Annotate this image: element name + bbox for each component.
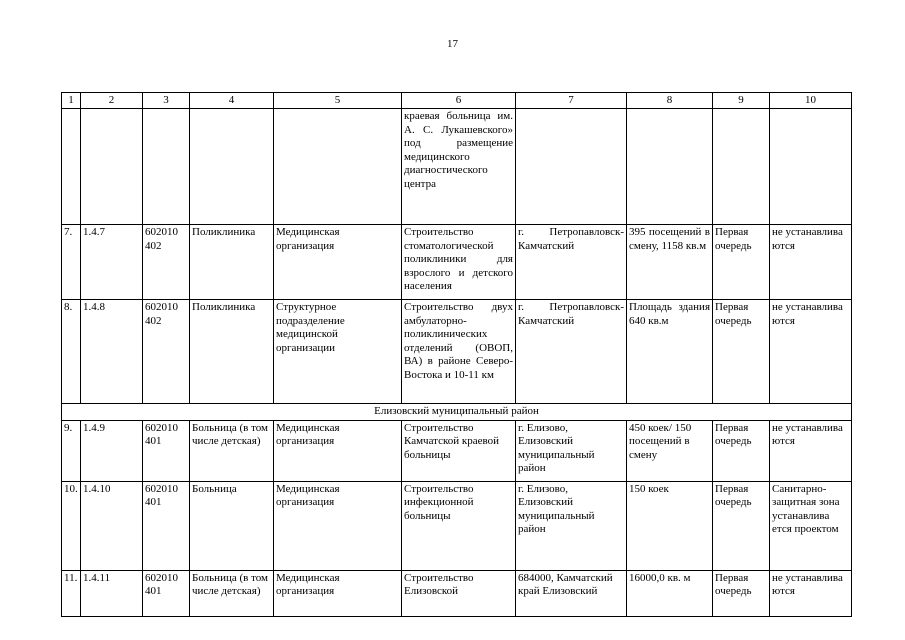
table-row [62, 225, 852, 300]
cell-capacity: 16000,0 кв. м [627, 570, 713, 616]
cell-description: Строительство Елизовской [402, 570, 516, 616]
cell-number: 11. [62, 570, 81, 616]
cell-location: г. Елизово, Елизовский муниципальный район [516, 420, 627, 481]
cell-type: Больница (в том числе детская) [190, 420, 274, 481]
cell-stage: Первая очередь [713, 570, 770, 616]
cell-organization [274, 109, 402, 225]
cell-capacity: Площадь здания 640 кв.м [627, 300, 713, 404]
cell-capacity: 450 коек/ 150 посещений в смену [627, 420, 713, 481]
cell-classifier: 602010 401 [143, 481, 190, 570]
cell-organization: Медицинская организация [274, 481, 402, 570]
cell-code: 1.4.7 [81, 225, 143, 300]
cell-description: Строительство Камчатской краевой больницы [402, 420, 516, 481]
cell-location: г. Елизово, Елизовский муниципальный район [516, 481, 627, 570]
col-header-2: 2 [81, 93, 143, 109]
cell-code: 1.4.8 [81, 300, 143, 404]
planning-table [61, 92, 852, 617]
cell-stage: Первая очередь [713, 481, 770, 570]
cell-capacity [627, 109, 713, 225]
cell-type [190, 109, 274, 225]
cell-stage: Первая очередь [713, 300, 770, 404]
cell-type: Больница [190, 481, 274, 570]
col-header-3: 3 [143, 93, 190, 109]
table-row [62, 420, 852, 481]
col-header-6: 6 [402, 93, 516, 109]
table-row [62, 570, 852, 616]
cell-classifier [143, 109, 190, 225]
page-number: 17 [447, 38, 458, 50]
table-row [62, 300, 852, 404]
col-header-5: 5 [274, 93, 402, 109]
section-row [62, 404, 852, 421]
cell-zone: не устанавлива ются [770, 570, 852, 616]
cell-classifier: 602010 402 [143, 300, 190, 404]
cell-organization: Медицинская организация [274, 420, 402, 481]
cell-capacity: 150 коек [627, 481, 713, 570]
cell-type: Поликлиника [190, 225, 274, 300]
cell-type: Поликлиника [190, 300, 274, 404]
cell-code [81, 109, 143, 225]
section-title: Елизовский муниципальный район [62, 404, 852, 421]
cell-zone: не устанавлива ются [770, 420, 852, 481]
col-header-1: 1 [62, 93, 81, 109]
cell-code: 1.4.9 [81, 420, 143, 481]
col-header-7: 7 [516, 93, 627, 109]
table-row [62, 481, 852, 570]
cell-description: Строительство стоматологической поликлиники для взрослого и детского населения [402, 225, 516, 300]
cell-capacity: 395 посещений в смену, 1158 кв.м [627, 225, 713, 300]
cell-number [62, 109, 81, 225]
cell-location [516, 109, 627, 225]
col-header-9: 9 [713, 93, 770, 109]
cell-description: краевая больница им. А. С. Лукашевского» под размещение медицинского диагностического центра [402, 109, 516, 225]
cell-zone: Санитарно-защитная зона устанавлива ется проектом [770, 481, 852, 570]
cell-classifier: 602010 402 [143, 225, 190, 300]
cell-type: Больница (в том числе детская) [190, 570, 274, 616]
cell-location: г. Петропавловск-Камчатский [516, 300, 627, 404]
cell-stage: Первая очередь [713, 225, 770, 300]
cell-number: 9. [62, 420, 81, 481]
cell-stage [713, 109, 770, 225]
col-header-10: 10 [770, 93, 852, 109]
cell-stage: Первая очередь [713, 420, 770, 481]
cell-number: 10. [62, 481, 81, 570]
col-header-4: 4 [190, 93, 274, 109]
cell-number: 8. [62, 300, 81, 404]
cell-organization: Медицинская организация [274, 225, 402, 300]
cell-number: 7. [62, 225, 81, 300]
cell-code: 1.4.10 [81, 481, 143, 570]
cell-description: Строительство двух амбулаторно-поликлинических отделений (ОВОП, ВА) в районе Северо-Востока и 10-11 км [402, 300, 516, 404]
cell-description: Строительство инфекционной больницы [402, 481, 516, 570]
cell-organization: Структурное подразделение медицинской организации [274, 300, 402, 404]
table-row-continuation [62, 109, 852, 225]
cell-code: 1.4.11 [81, 570, 143, 616]
cell-classifier: 602010 401 [143, 420, 190, 481]
cell-location: 684000, Камчатский край Елизовский [516, 570, 627, 616]
cell-zone: не устанавлива ются [770, 300, 852, 404]
col-header-8: 8 [627, 93, 713, 109]
cell-location: г. Петропавловск-Камчатский [516, 225, 627, 300]
cell-zone: не устанавлива ются [770, 225, 852, 300]
header-row [62, 93, 852, 109]
cell-zone [770, 109, 852, 225]
cell-organization: Медицинская организация [274, 570, 402, 616]
cell-classifier: 602010 401 [143, 570, 190, 616]
